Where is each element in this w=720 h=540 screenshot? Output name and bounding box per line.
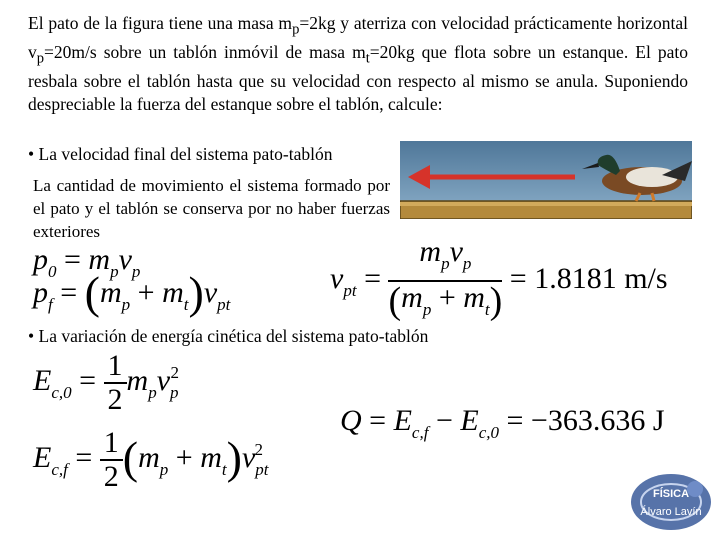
eq-subscript: t (484, 300, 490, 319)
eq-subscript: pt (217, 295, 231, 314)
eq-symbol: v (449, 235, 463, 268)
q-result: = −363.636 J (499, 404, 665, 437)
eq-symbol: m (162, 276, 184, 309)
right-paren: ) (489, 280, 503, 322)
subscript-p: p (36, 50, 45, 67)
eq-subscript: p (441, 254, 450, 273)
eq-symbol: E (33, 363, 52, 397)
eq-plus: + (431, 281, 464, 314)
problem-text-4: =20kg que flota sobre un estanque. El pato resbala sobre el tablón hasta que su velocidad con respecto al mismo se anula. Suponiendo despreciable la fuerza del estanque sobre el tablón, calcule: (28, 42, 688, 114)
subscript-p: p (292, 21, 300, 38)
equation-vpt (330, 236, 668, 326)
eq-minus: − (428, 404, 461, 437)
fraction-denominator: 2 (107, 383, 123, 416)
eq-symbol: v (156, 363, 171, 397)
fraction-numerator (388, 236, 502, 282)
right-paren: ) (188, 267, 204, 318)
fraction-numerator: 1 (104, 350, 127, 384)
eq-symbol: m (138, 440, 160, 474)
left-paren: ( (122, 431, 139, 483)
logo-line-1: FÍSICA (652, 488, 690, 500)
eq-symbol: v (203, 276, 218, 309)
fraction-numerator: 1 (100, 427, 123, 461)
left-paren: ( (388, 280, 402, 322)
eq-equals: = (356, 261, 389, 295)
eq-symbol: m (419, 235, 442, 268)
subscript-t: t (365, 50, 370, 67)
eq-symbol: p (33, 276, 48, 309)
eq-subscript: pt (343, 280, 357, 300)
half-fraction (100, 427, 123, 493)
right-paren: ) (226, 431, 242, 483)
eq-symbol: m (99, 276, 122, 309)
equation-ecf (33, 426, 269, 493)
eq-subscript: p (422, 300, 432, 319)
half-fraction (104, 350, 127, 416)
momentum-explanation: La cantidad de movimiento el sistema formado por el pato y el tablón se conserva por no haber fuerzas exteriores (33, 176, 390, 241)
vpt-fraction (388, 236, 502, 326)
eq-symbol: v (330, 261, 344, 295)
logo-graphic (625, 469, 715, 535)
problem-text-3: =20m/s sobre un tablón inmóvil de masa m (44, 42, 366, 62)
eq-subscript: pt (255, 459, 269, 479)
eq-subscript: c,0 (478, 423, 499, 442)
eq-symbol: v (118, 243, 132, 276)
vpt-result: = 1.8181 m/s (502, 261, 668, 295)
eq-symbol: E (393, 404, 412, 437)
eq-subscript: p (170, 382, 179, 402)
eq-symbol: m (401, 281, 423, 314)
eq-equals: = (67, 440, 100, 474)
eq-symbol: E (460, 404, 479, 437)
eq-subscript: p (131, 262, 141, 281)
eq-subscript: 0 (48, 262, 57, 281)
eq-subscript: p (121, 295, 131, 314)
duck-illustration (400, 141, 692, 219)
eq-subscript: t (221, 459, 227, 479)
eq-equals: = (56, 243, 89, 276)
eq-symbol: m (126, 363, 149, 397)
eq-subscript: f (48, 295, 53, 314)
eq-subscript: p (159, 459, 169, 479)
problem-text-2: =2kg y aterriza con velocidad prácticamente horizontal v (28, 13, 688, 62)
eq-subscript: p (462, 254, 472, 273)
fraction-denominator: 2 (103, 460, 119, 493)
eq-subscript: c,f (51, 459, 68, 479)
eq-symbol: m (200, 440, 222, 474)
left-paren: ( (84, 267, 100, 318)
eq-symbol: Q (340, 404, 362, 437)
eq-subscript: p (148, 382, 157, 402)
eq-equals: = (52, 276, 85, 309)
duck-on-board-image (400, 141, 692, 219)
eq-symbol: m (88, 243, 111, 276)
equation-ec0 (33, 350, 179, 416)
problem-statement (28, 12, 688, 115)
eq-symbol: E (33, 440, 52, 474)
bullet-kinetic-energy: • La variación de energía cinética del sistema pato-tablón (28, 326, 429, 346)
eq-plus: + (130, 276, 163, 309)
eq-symbol: m (463, 281, 485, 314)
eq-superscript: 2 (254, 439, 263, 459)
eq-symbol: v (241, 440, 256, 474)
eq-equals: = (71, 363, 104, 397)
eq-subscript: t (183, 295, 189, 314)
fisica-logo (625, 469, 715, 535)
eq-subscript: p (110, 262, 119, 281)
eq-superscript: 2 (170, 362, 180, 382)
eq-equals: = (361, 404, 394, 437)
logo-line-2: Álvaro Lavín (640, 506, 702, 518)
eq-symbol: p (33, 243, 48, 276)
eq-plus: + (168, 440, 201, 474)
equation-q (340, 404, 665, 450)
equation-pf (33, 267, 231, 322)
eq-subscript: c,0 (51, 382, 72, 402)
eq-subscript: c,f (411, 423, 429, 442)
problem-text-1: El pato de la figura tiene una masa m (28, 13, 293, 33)
fraction-denominator (388, 282, 502, 326)
bullet-final-velocity: • La velocidad final del sistema pato-tablón (28, 144, 333, 164)
